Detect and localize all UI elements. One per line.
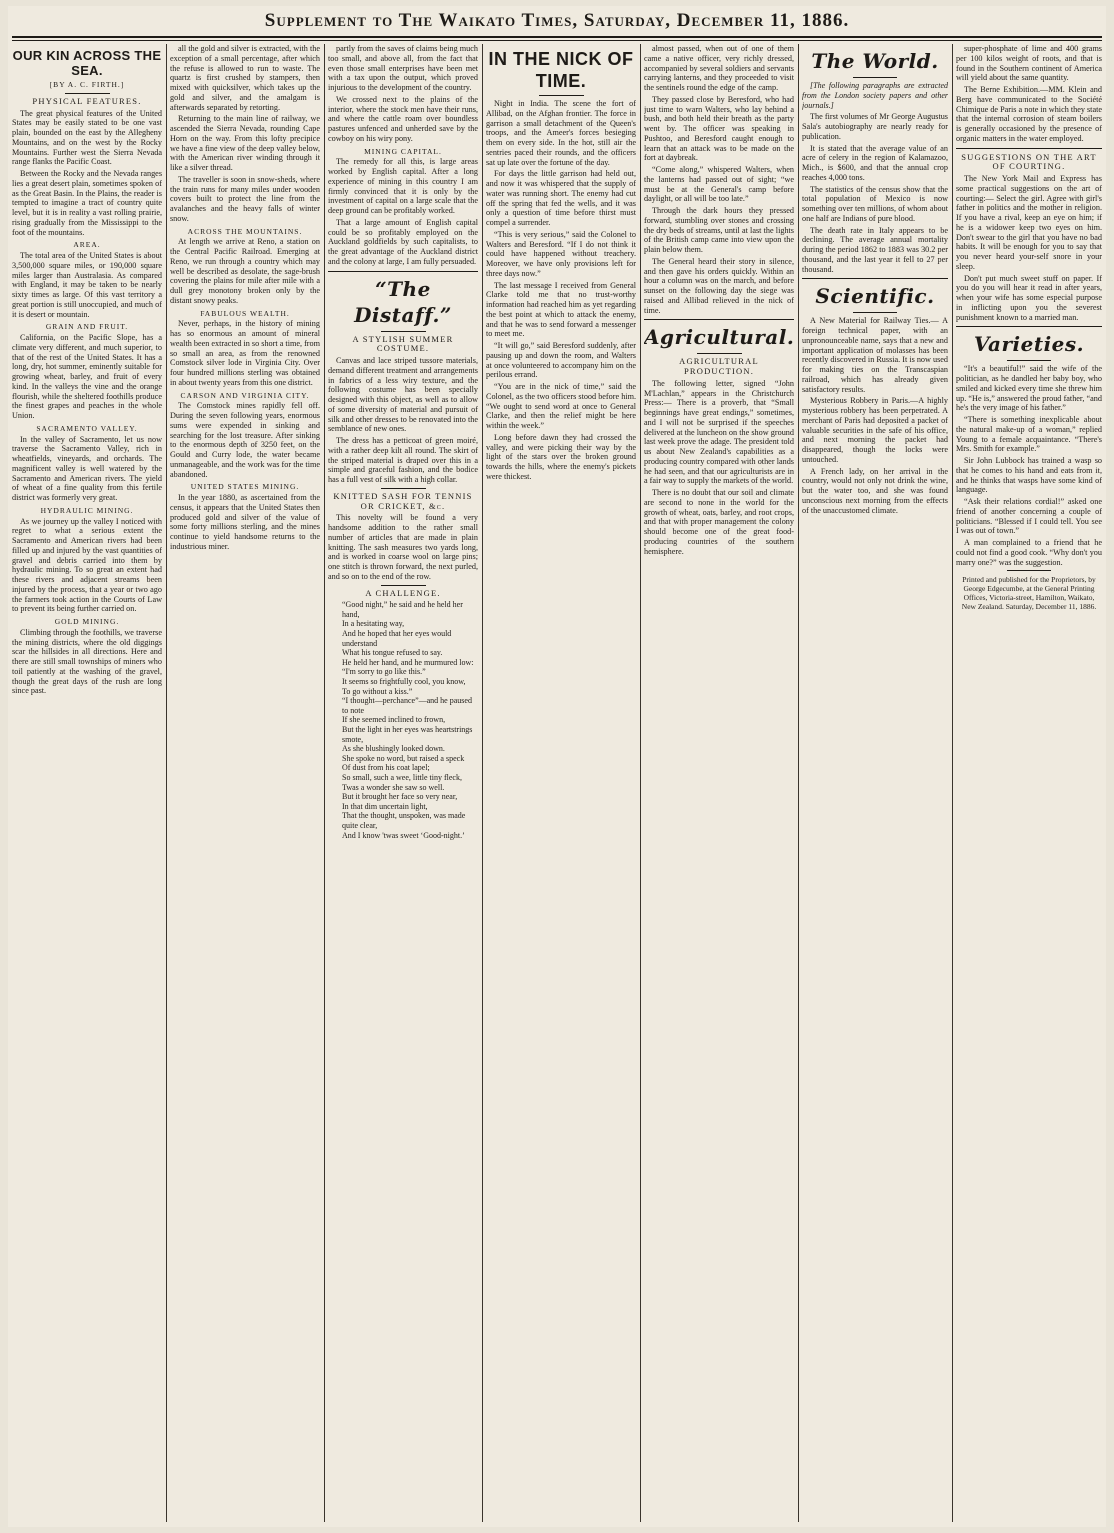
paragraph: This novelty will be found a very handsome addition to the rather small number of articles that are made in plain knitting. The sash measures two yards long, and is worked in coarse wool on large pins; one stitch is thrown forward, the next purled, and so on to the end of the row. [328,513,478,581]
divider [381,488,426,489]
newspaper-page [8,6,1106,1527]
poem-line: In that dim uncertain light, [342,801,428,811]
paragraph: A New Material for Railway Ties.— A foreign technical paper, with an unpronounceable name, says that a new and important application of molasses has been recently discovered in Russia. It is now used for making ties on the Transcaspian railroad, which has already given satisfactory results. [802,316,948,394]
minor-head-area: AREA. [73,240,101,250]
paragraph: As we journey up the valley I noticed with regret to what a serious extent the Sacramento and American rivers had been filled up and injured by the vast quantities of gravel and debris carried into them by hydraulic mining. To so great an extent had these rivers and adjacent streams been injured by the process, that a year or two ago the farmers took action in the Courts of Law to prevent its being further carried on. [12,516,162,614]
headline-a-challenge: A CHALLENGE. [365,587,441,598]
paragraph: all the gold and silver is extracted, with the exception of a small percentage, after which the refuse is allowed to run to waste. The quartz is first crushed by stampers, then mixed with quicksilver, which takes up the gold and silver, and the amalgam is afterwards separated by retorting. [170,44,320,112]
divider [381,585,426,586]
column-2 [170,44,320,1522]
section-divider [956,326,1102,327]
paragraph: “There is something inexplicable about the natural make-up of a woman,” replied Young to a female acquaintance. “There's Mrs. Smith for example.” [956,415,1102,454]
paragraph: “It's a beautiful!” said the wife of the politician, as he dandled her baby boy, who smiled and kicked every time she threw him up. “He is,” answered the proud father, “and he's the very image of his father.” [956,364,1102,413]
paragraph: [The following paragraphs are extracted from the London society papers and other journals.] [802,81,948,110]
divider [1007,570,1051,571]
headline-the-distaff: “The Distaff.” [354,276,452,327]
paragraph: Don't put much sweet stuff on paper. If you do you will hear it read in after years, when your wife has some especial purpose in inflicting upon you the severest punishment known to a married man. [956,273,1102,322]
subhead-agricultural-production: AGRICULTURAL PRODUCTION. [679,356,759,376]
paragraph: The traveller is soon in snow-sheds, where the train runs for many miles under wooden covers built to protect the line from the avalanches and the heavy falls of winter snow. [170,174,320,223]
paragraph: Between the Rocky and the Nevada ranges lies a great desert plain, sometimes spoken of as the Great Basin. In the Plains, the reader is tempted to imagine a tract of country quite level, but it is in reality a vast rolling prairie, rising gradually from the Mississippi to the foot of the mountains. [12,169,162,237]
section-divider [644,319,794,320]
headline-knitted-sash: KNITTED SASH FOR TENNIS OR CRICKET, &c. [333,490,473,511]
headline-kin-across-sea: OUR KIN ACROSS THE SEA. [12,48,162,78]
column-6 [802,44,948,1522]
headline-agricultural: Agricultural. [644,325,794,350]
paragraph: The great physical features of the United States may be easily stated to be one vast plain, bounded on the east by the Allegheny Mountains, and on the west by the Rocky Mountains. Further west the Sierra Nevada range flanks the Pacific Coast. [12,108,162,167]
paragraph: The death rate in Italy appears to be declining. The average annual mortality during the period 1862 to 1883 was 30.2 per thousand, and the last year it fell to 27 per thousand. [802,225,948,274]
divider [1007,360,1051,361]
paragraph: They passed close by Beresford, who had just time to warn Walters, who lay behind a bush, and both held their breath as the party went by. The officer was speaking in Pushtoo, and Beresford caught enough to learn that an attack was to be made on the fort at daybreak. [644,94,794,163]
column-5 [644,44,794,1522]
paragraph: “You are in the nick of time,” said the Colonel, as the two officers stood before him. “We ought to send word at once to General Clarke, and then the relief might be here within the week.” [486,382,636,430]
paragraph: The New York Mail and Express has some practical suggestions on the art of courting:— Select the girl. Agree with girl's father in politics and the mother in religion. If you have a rival, keep an eye on him; if he is a widower keep two eyes on him. Don't swear to the girl that you have no bad habits. It will be enough for you to say that you never heard your-self snore in your sleep. [956,174,1102,271]
minor-head-across-mountains: ACROSS THE MOUNTAINS. [187,226,303,236]
poem-line: As she blushingly looked down. [342,744,445,754]
poem-line: But it brought her face so very near, [342,792,458,802]
paragraph: Night in India. The scene the fort of Allibad, on the Afghan frontier. The force in garrison a small detachment of the Queen's troops, and the Ameer's forces besieging them on every side. In the hot, still air the sentries paced their rounds, and the officers sat up late over the fortune of the day. [486,99,636,167]
headline-the-world: The World. [811,49,939,73]
poem-line: “I'm sorry to go like this.” [342,667,426,677]
divider [65,93,110,94]
poem-line: In a hesitating way, [342,619,405,629]
paragraph: super-phosphate of lime and 400 grams per 100 kilos weight of roots, and that is found in the Southern continent of America will yield about the same quantity. [956,44,1102,83]
minor-head-mining-capital: MINING CAPITAL. [364,146,442,156]
paragraph: Climbing through the foothills, we traverse the mining districts, where the old diggings scar the hillsides in all directions. Here and there are still small townships of miners who toil patiently at the washing of the gravel, though the great days of the rush are long since past. [12,627,162,696]
poem-line: That the thought, unspoken, was made quite clear, [342,811,466,830]
divider [853,77,897,78]
poem-line: And I know 'twas sweet ‘Good-night.’ [342,830,465,840]
poem-line: If she seemed inclined to frown, [342,715,446,725]
poem-line: It seems so frightfully cool, you know, [342,677,466,686]
poem-line: What his tongue refused to say. [342,648,443,658]
headline-varieties: Varieties. [973,332,1085,357]
paragraph: That a large amount of English capital could be so profitably employed on the Auckland goldfields by such capitalists, to the great advantage of the Auckland district and the colony at large, I am fully persuaded. [328,217,478,266]
column-rule [798,44,799,1522]
paragraph: “Come along,” whispered Walters, when the lanterns had passed out of sight; “we must be at the General's camp before daylight, or all will be too late.” [644,165,794,204]
paragraph: The Comstock mines rapidly fell off. During the seven following years, enormous sums were expended in sinking and searching for the lost treasure. After sinking to the enormous depth of 3250 feet, on the Gould and Curry lode, the water became unmanageable, and the work was for the time abandoned. [170,401,320,479]
paragraph: The dress has a petticoat of green moiré, with a rather deep kilt all round. The skirt of the striped material is draped over this in a simple and graceful fashion, and the bodice has a full vest of silk with a high collar. [328,436,478,484]
poem-line: But the light in her eyes was heartstrings smote, [342,724,473,744]
paragraph: Through the dark hours they pressed forward, stumbling over stones and crossing the dry beds of streams, until at last the lights of the British camp came into view upon the plain below them. [644,206,794,254]
byline: [BY A. C. FIRTH.] [49,80,125,89]
column-rule [640,44,641,1522]
poem-line: Of dust from his coat lapel; [342,763,430,773]
section-divider [956,148,1102,149]
divider [381,331,426,332]
subhead-physical-features: PHYSICAL FEATURES. [32,95,142,106]
headline-art-of-courting: SUGGESTIONS ON THE ART OF COURTING. [961,151,1097,172]
minor-head-us-mining: UNITED STATES MINING. [190,482,300,492]
poem-a-challenge [328,600,478,840]
poem-line: She spoke no word, but raised a speck [342,753,465,763]
minor-head-carson: CARSON AND VIRGINIA CITY. [180,390,310,400]
masthead-rule [12,36,1102,38]
paragraph: The Berne Exhibition.—MM. Klein and Berg have communicated to the Société Chimique de Paris a note in which they state that the internal corrosion of steam boilers is generally occasioned by the presence of organic matters in the water employed. [956,85,1102,143]
paragraph: In the year 1880, as ascertained from the census, it appears that the United States then produced gold and silver of the value of some forty millions sterling, and the mines continue to yield handsome returns to the industrious miner. [170,493,320,551]
poem-line: And he hoped that her eyes would understand [342,629,452,648]
paragraph: We crossed next to the plains of the interior, where the stock men have their runs, and where the cattle roam over boundless pastures unfenced and unherded save by the cowboy on his wiry pony. [328,94,478,143]
subhead-summer-costume: A STYLISH SUMMER COSTUME. [352,333,454,354]
paragraph: The following letter, signed “John M'Lachlan,” appears in the Christchurch Press:— There is a proverb, that “Small beginnings have great endings,” sometimes, and I will not be surprised if the speeches delivered at the luncheon on the show ground last week prove the adage. The president told us about New Zealand's capabilities as a producing country compared with other lands he had seen, and that our agriculturists are in a fair way to supply the markets of the world. [644,378,794,486]
section-divider [328,271,478,272]
poem-line: So small, such a wee, little tiny fleck, [342,772,462,782]
column-rule [952,44,953,1522]
paragraph: For days the little garrison had held out, and now it was whispered that the supply of water was running short. The enemy had cut off the spring that fed the wells, and it was only a question of time before thirst must compel a surrender. [486,169,636,227]
paragraph: “Ask their relations cordial!” asked one friend of another concerning a couple of politicians. “Blessed if I could tell. You see I was out of town.” [956,497,1102,536]
paragraph: Sir John Lubbock has trained a wasp so that he comes to his hand and eats from it, and he thinks that wasps have some kind of language. [956,456,1102,495]
paragraph: A man complained to a friend that he could not find a good cook. “Why don't you marry one?” was the suggestion. [956,538,1102,567]
paragraph: almost passed, when out of one of them came a native officer, very richly dressed, accompanied by several soldiers and servants carrying lanterns, and they proceeded to visit the sentinels round the edge of the camp. [644,44,794,92]
column-rule [482,44,483,1522]
minor-head-gold-mining: GOLD MINING. [54,617,120,626]
paragraph: The last message I received from General Clarke told me that no trust-worthy information had reached him as yet regarding the best point at which to attack the enemy, and that he was to send forward a messenger to meet me. [486,280,636,339]
poem-line: He held her hand, and he murmured low: [342,657,474,667]
headline-scientific: Scientific. [815,284,935,309]
paragraph: There is no doubt that our soil and climate are second to none in the world for the growth of wheat, oats, barley, and root crops, and that with proper management the colony should become one of the great food-producing countries of the southern hemisphere. [644,488,794,556]
paragraph: Canvas and lace striped tussore materials, demand different treatment and arrangements in fabrics of a less wiry texture, and the following costume has been specially designed with this object, as well as to allow of some diversity of material and pursuit of silk and other dresses to be renovated into the semblance of new ones. [328,356,478,434]
minor-head-sacramento: SACRAMENTO VALLEY. [36,423,138,433]
headline-nick-of-time: IN THE NICK OF TIME. [488,49,634,91]
divider [853,312,897,313]
paragraph: The total area of the United States is about 3,500,000 square miles, or 190,000 square miles larger than Australasia. As compared with England, it may be taken to be nearly sixty times as large. Of this vast territory a great portion is still unoccupied, and much of it is desert or mountain. [12,251,162,319]
masthead: Supplement to The Waikato Times, Saturday, December 11, 1886. [264,10,850,31]
column-4 [486,44,636,1522]
paragraph: California, on the Pacific Slope, has a climate very different, and much superior, to that of the rest of the United States. It has a long, dry, hot summer, eminently suitable for growing wheat, barley, and fruit of every kind. In the valleys the vine and the orange flourish, while the sheltered foothills produce the finest grapes and peaches in the whole Union. [12,333,162,420]
minor-head-grain-fruit: GRAIN AND FRUIT. [45,322,129,332]
paragraph: A French lady, on her arrival in the country, would not only not drink the wine, but the water too, and she was found unconscious next morning from the effects of the unaccustomed climate. [802,466,948,515]
paragraph: Never, perhaps, in the history of mining has so enormous an amount of mineral wealth been extracted in so short a time, from so small an area, as from the renowned Comstock silver lode in Virginia City. Over four hundred millions sterling was obtained in about twenty years from this one district. [170,319,320,387]
paragraph: The General heard their story in silence, and then gave his orders quickly. Within an hour a column was on the march, and before sunset on the following day the siege was raised and Allibad relieved in the nick of time. [644,256,794,315]
poem-line: Twas a wonder she saw so well. [342,782,445,792]
column-3 [328,44,478,1522]
minor-head-fabulous-wealth: FABULOUS WEALTH. [200,308,290,318]
poem-line: “I thought—perchance”—and he paused to note [342,696,472,715]
paragraph: Returning to the main line of railway, we ascended the Sierra Nevada, rounding Cape Horn on the way. From this lofty precipice we have a fine view of the deep valley below, with the American river winding through it like a silver thread. [170,114,320,172]
section-divider [802,278,948,279]
imprint: Printed and published for the Proprietors, by George Edgecumbe, at the General Printing Offices, Victoria-street, Hamilton, Waikato, New Zealand. Saturday, December 11, 1886. [961,575,1097,612]
paragraph: The first volumes of Mr George Augustus Sala's autobiography are nearly ready for publication. [802,112,948,141]
paragraph: The statistics of the census show that the total population of Mexico is now something over ten millions, of whom about one half are Indians of pure blood. [802,184,948,223]
column-rule [166,44,167,1522]
paragraph: In the valley of Sacramento, let us now traverse the Sacramento Valley, rich in wheatfields, vineyards, and orchards. The magnificent valley is well watered by the Sacramento and American rivers. The yield of wheat of a fine quality from this fertile district was formerly very great. [12,434,162,502]
paragraph: Long before dawn they had crossed the valley, and were picking their way by the light of the stars over the broken ground towards the hills, where the enemy's pickets were thickest. [486,432,636,481]
paragraph: At length we arrive at Reno, a station on the Central Pacific Railroad. Emerging at Reno, we run through a country which may well be described as desolate, the sage-brush covering the plains for mile after mile with a dull grey monotony broken only by the distant snowy peaks. [170,237,320,305]
paragraph: The remedy for all this, is large areas worked by English capital. After a long experience of mining in this country I am firmly convinced that it is only by the investment of capital on a large scale that the deep ground can be profitably worked. [328,157,478,215]
poem-line: “Good night,” he said and he held her hand, [342,600,463,619]
paragraph: Mysterious Robbery in Paris.—A highly mysterious robbery has been perpetrated. A merchant of Paris had deposited a packet of valuable securities in the safe of his office, and next morning the packet had disappeared, though the locks were untouched. [802,396,948,464]
divider [539,95,584,96]
poem-line: To go without a kiss.” [342,686,413,696]
paragraph: “It will go,” said Beresford suddenly, after pausing up and down the room, and Walters at once volunteered to accompany him on the perilous errand. [486,341,636,380]
column-1 [12,44,162,1522]
paragraph: It is stated that the average value of an acre of celery in the region of Kalamazoo, Mich., is $600, and that the annual crop reaches 4,000 tons. [802,143,948,182]
masthead-rule-thin [12,40,1102,41]
paragraph: partly from the saves of claims being much too small, and above all, from the fact that even those small enterprises have been met with a tax upon the output, which proved injurious to the development of the country. [328,44,478,92]
column-7 [956,44,1102,1522]
minor-head-hydraulic: HYDRAULIC MINING. [40,505,134,515]
column-rule [324,44,325,1522]
divider [697,353,742,354]
paragraph: “This is very serious,” said the Colonel to Walters and Beresford. “If I do not think it could have happened without treachery. Moreover, we have only provisions left for three days now.” [486,229,636,278]
